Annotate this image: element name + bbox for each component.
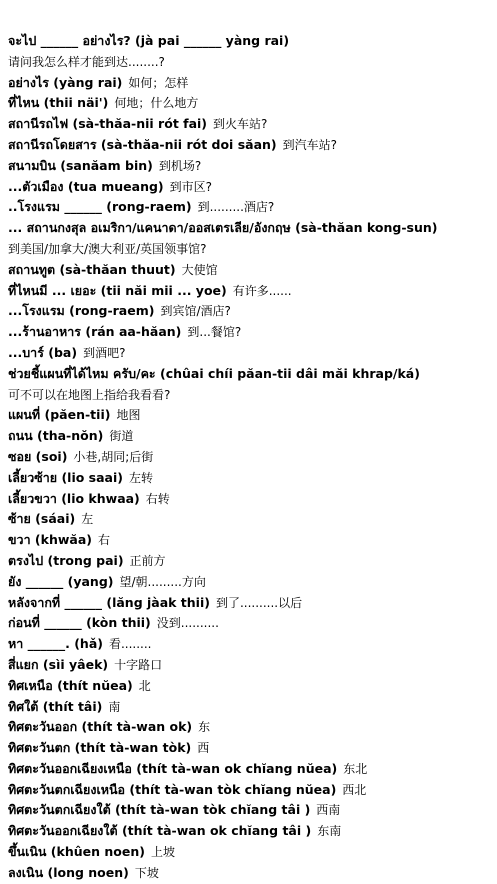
chinese-translation: 街道 — [109, 429, 134, 444]
thai-phrase: ..โรงแรม ______ (rong-raem) — [8, 199, 192, 215]
phrase-line — [8, 156, 494, 177]
phrase-line — [8, 821, 494, 842]
thai-phrase: ทิศตะวันตกเฉียงใต้ (thít tà-wan tòk chĭang tâi ) — [8, 802, 311, 818]
thai-phrase: เลี้ยวขวา (lio khwaa) — [8, 490, 140, 506]
chinese-translation: 到汽车站? — [282, 137, 337, 152]
chinese-translation: 西 — [197, 741, 210, 756]
chinese-translation: 请问我怎么样才能到达........? — [8, 54, 165, 69]
thai-phrase: หลังจากที่ ______ (lăng jàak thii) — [8, 594, 210, 610]
phrase-line — [8, 759, 494, 780]
chinese-translation: 小巷,胡同;后街 — [73, 449, 154, 464]
thai-phrase: สี่แยก (sìi yâek) — [8, 656, 109, 672]
phrase-line — [8, 863, 494, 884]
chinese-translation: 到美国/加拿大/澳大利亚/英国领事馆? — [8, 241, 207, 256]
chinese-translation: 到火车站? — [213, 117, 268, 132]
chinese-translation: 看........ — [108, 637, 152, 652]
thai-phrase: ทิศใต้ (thít tâi) — [8, 698, 103, 714]
phrase-line — [8, 239, 494, 260]
thai-phrase: ทิศเหนือ (thít nŭea) — [8, 677, 133, 693]
thai-phrase: อย่างไร (yàng rai) — [8, 74, 123, 90]
phrase-line — [8, 281, 494, 302]
chinese-translation: 东 — [198, 720, 211, 735]
chinese-translation: 东南 — [317, 824, 342, 839]
phrase-line — [8, 73, 494, 94]
phrase-line — [8, 322, 494, 343]
phrasebook-document — [8, 31, 494, 884]
chinese-translation: 到机场? — [158, 158, 202, 173]
chinese-translation: 西北 — [342, 782, 367, 797]
chinese-translation: 下坡 — [134, 865, 159, 880]
phrase-line — [8, 93, 494, 114]
thai-phrase: หา ______. (hǎ) — [8, 636, 103, 652]
thai-phrase: ทิศตะวันตก (thít tà-wan tòk) — [8, 740, 192, 756]
chinese-translation: 北 — [138, 678, 151, 693]
phrase-line — [8, 509, 494, 530]
phrase-line — [8, 655, 494, 676]
phrase-line — [8, 738, 494, 759]
thai-phrase: ถนน (tha-nŏn) — [8, 428, 104, 444]
phrase-line — [8, 135, 494, 156]
chinese-translation: 左转 — [128, 470, 153, 485]
phrase-line — [8, 405, 494, 426]
thai-phrase: สถานีรถโดยสาร (sà-thăa-nii rót doi săan) — [8, 136, 277, 152]
phrase-line — [8, 634, 494, 655]
thai-phrase: ...บาร์ (ba) — [8, 344, 78, 360]
phrase-line — [8, 426, 494, 447]
thai-phrase: ที่ไหน (thii näi') — [8, 95, 109, 111]
chinese-translation: 正前方 — [129, 553, 166, 568]
chinese-translation: 大使馆 — [181, 262, 218, 277]
chinese-translation: 右转 — [145, 491, 170, 506]
chinese-translation: 上坡 — [150, 845, 175, 860]
thai-phrase: ลงเนิน (long noen) — [8, 864, 129, 880]
chinese-translation: 十字路口 — [114, 657, 163, 672]
phrase-line — [8, 593, 494, 614]
phrase-line — [8, 114, 494, 135]
phrase-line — [8, 842, 494, 863]
phrase-line — [8, 780, 494, 801]
thai-phrase: จะไป ______ อย่างไร? (jà pai ______ yàng rai) — [8, 33, 290, 48]
thai-phrase: ...ตัวเมือง (tua mueang) — [8, 178, 164, 194]
thai-phrase: ...ร้านอาหาร (rán aa-hăan) — [8, 324, 182, 340]
chinese-translation: 到了..........以后 — [215, 595, 303, 610]
chinese-translation: 到...餐馆? — [187, 325, 242, 340]
chinese-translation: 到宾馆/酒店? — [160, 304, 231, 319]
phrase-line — [8, 489, 494, 510]
chinese-translation: 如何；怎样 — [128, 75, 189, 90]
phrase-line — [8, 551, 494, 572]
phrase-line — [8, 676, 494, 697]
phrase-line — [8, 800, 494, 821]
phrase-line — [8, 364, 494, 385]
phrase-line — [8, 260, 494, 281]
thai-phrase: ตรงไป (trong pai) — [8, 552, 124, 568]
thai-phrase: แผนที่ (păen-tii) — [8, 407, 111, 423]
thai-phrase: ขึ้นเนิน (khûen noen) — [8, 844, 145, 860]
phrase-line — [8, 31, 494, 52]
thai-phrase: ช่วยชี้แผนที่ได้ไหม ครับ/คะ (chûai chíi păan-tii dâi măi khrap/ká) — [8, 365, 420, 381]
chinese-translation: 何地；什么地方 — [114, 96, 199, 111]
thai-phrase: ซ้าย (sáai) — [8, 511, 76, 527]
chinese-translation: 有许多...... — [232, 283, 292, 298]
phrase-line — [8, 177, 494, 198]
thai-phrase: ขวา (khwăa) — [8, 532, 92, 548]
thai-phrase: ทิศตะวันออก (thít tà-wan ok) — [8, 719, 193, 735]
phrase-line — [8, 197, 494, 218]
thai-phrase: สนามบิน (sanăam bin) — [8, 157, 153, 173]
phrase-line — [8, 717, 494, 738]
thai-phrase: ...โรงแรม (rong-raem) — [8, 303, 155, 319]
thai-phrase: สถานทูต (sà-thăan thuut) — [8, 261, 176, 277]
chinese-translation: 到市区? — [169, 179, 213, 194]
phrase-line — [8, 447, 494, 468]
thai-phrase: ยัง ______ (yang) — [8, 573, 114, 589]
thai-phrase: ทิศตะวันออกเฉียงเหนือ (thít tà-wan ok chĭang nŭea) — [8, 760, 338, 776]
phrase-line — [8, 697, 494, 718]
phrase-line — [8, 218, 494, 239]
chinese-translation: 没到.......... — [156, 616, 219, 631]
phrase-line — [8, 468, 494, 489]
phrase-line — [8, 613, 494, 634]
chinese-translation: 到酒吧? — [83, 345, 126, 360]
phrase-line — [8, 301, 494, 322]
thai-phrase: ที่ไหนมี ... เยอะ (tii năi mii ... yoe) — [8, 282, 227, 298]
phrase-line — [8, 530, 494, 551]
phrase-line — [8, 343, 494, 364]
chinese-translation: 地图 — [116, 408, 141, 423]
thai-phrase: ทิศตะวันตกเฉียงเหนือ (thít tà-wan tòk chĭang nŭea) — [8, 781, 337, 797]
chinese-translation: 望/朝.........方向 — [119, 574, 206, 589]
phrase-line — [8, 52, 494, 73]
phrase-line — [8, 385, 494, 406]
thai-phrase: ทิศตะวันออกเฉียงใต้ (thít tà-wan ok chĭang tâi ) — [8, 823, 312, 839]
thai-phrase: สถานีรถไฟ (sà-thăa-nii rót fai) — [8, 116, 208, 132]
chinese-translation: 右 — [98, 533, 111, 548]
thai-phrase: ซอย (soi) — [8, 448, 68, 464]
thai-phrase: ... สถานกงสุล อเมริกา/แคนาดา/ออสเตรเลีย/อังกฤษ (sà-thăan kong-sun) — [8, 220, 438, 236]
phrase-line — [8, 572, 494, 593]
thai-phrase: ก่อนที่ ______ (kòn thii) — [8, 615, 151, 631]
chinese-translation: 东北 — [343, 761, 368, 776]
chinese-translation: 到.........酒店? — [197, 200, 275, 215]
chinese-translation: 左 — [81, 512, 94, 527]
chinese-translation: 南 — [108, 699, 121, 714]
chinese-translation: 西南 — [316, 803, 341, 818]
chinese-translation: 可不可以在地图上指给我看看? — [8, 387, 171, 402]
thai-phrase: เลี้ยวซ้าย (lio saai) — [8, 469, 123, 485]
